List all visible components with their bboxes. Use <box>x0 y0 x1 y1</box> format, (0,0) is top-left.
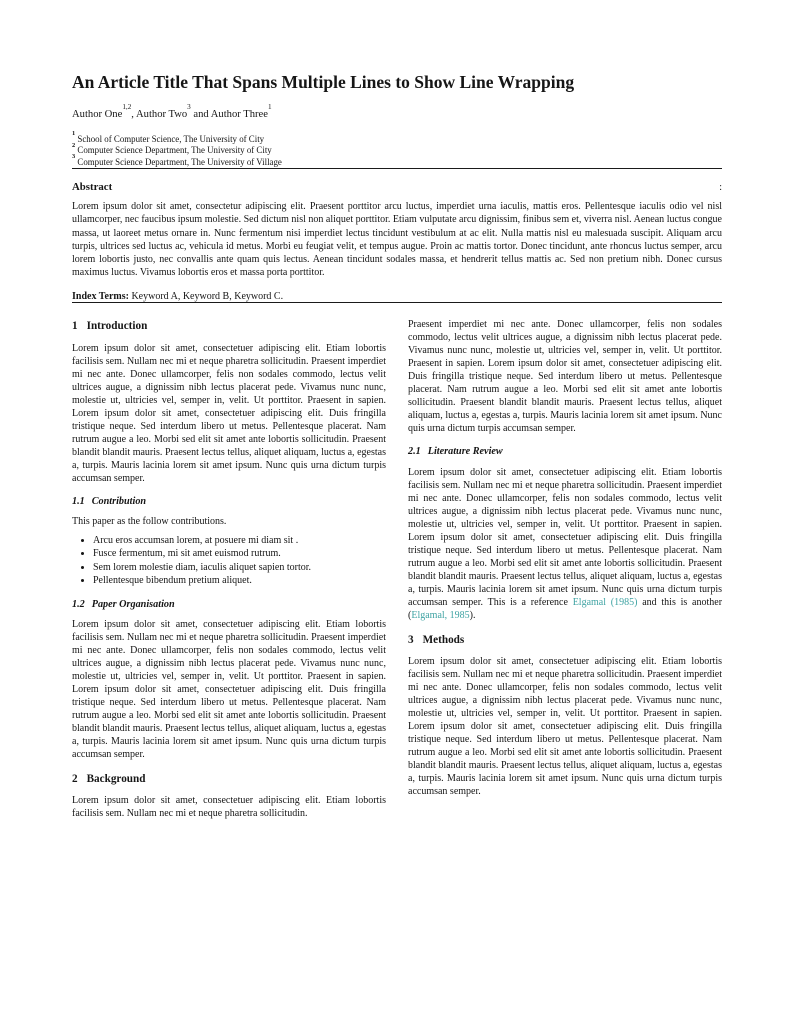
paper-title: An Article Title That Spans Multiple Lines to Show Line Wrapping <box>72 72 575 92</box>
contribution-item-4: • Pellentesque bibendum pretium aliquet. <box>93 574 386 587</box>
contribution-item-2: • Fusce fermentum, mi sit amet euismod rutrum. <box>93 547 386 560</box>
abstract-colon-mark: : <box>719 182 722 194</box>
index-terms-line <box>72 291 722 302</box>
paragraph-background-continued: Praesent imperdiet mi nec ante. Donec ullamcorper, felis non sodales commodo, lectus velit ultrices augue, a dignissim nibh lectus placerat pede. Vivamus nunc nunc, molestie ut, ultricies vel, semper in, velit. Ut porttitor. Praesent in sapien. Lorem ipsum dolor sit amet, consectetuer adipiscing elit. Duis fringilla tristique neque. Sed interdum libero ut metus. Pellentesque placerat. Nam rutrum augue a leo. Morbi sed elit sit amet ante lobortis sollicitudin. Praesent blandit blandit mauris. Praesent lectus tellus, aliquet aliquam, luctus a, egestas a, turpis. Mauris lacinia lorem sit amet ipsum. Nunc quis urna dictum turpis accumsan semper. <box>408 319 722 435</box>
index-terms-label: Index Terms: <box>72 291 129 303</box>
abstract-text: Lorem ipsum dolor sit amet, consectetur adipiscing elit. Praesent porttitor arcu luctus, imperdiet urna iaculis, mattis eros. Pellentesque iaculis odio vel nisl ullamcorper, nec faucibus ipsum molestie. Sed dictum nisl non aliquet porttitor. Etiam vulputate arcu dignissim, finibus sem et, viverra nisl. Aenean luctus congue massa, ut laoreet metus ornare in. Nunc fermentum nisi imperdiet lectus tincidunt vestibulum at ac elit. Nulla mattis nisl eu malesuada suscipit. Aliquam arcu turpis, ultrices sed luctus ac, vehicula id metus. Morbi eu feugiat velit, et tempus augue. Proin ac mattis tortor. Donec tincidunt, ante rhoncus luctus semper, arcu lorem lobortis justo, nec convallis ante quam quis lectus. Aenean tincidunt sodales massa, et hendrerit tellus mattis ac. Sed non pretium nibh. Donec cursus maximus luctus. Vivamus lobortis eros et massa porta porttitor. <box>72 201 722 279</box>
section-number: 3 <box>408 633 414 646</box>
subsection-title: Paper Organisation <box>91 598 175 610</box>
citation-post-text: ). <box>469 609 476 621</box>
header-divider <box>72 168 722 169</box>
subsection-number: 1.1 <box>72 495 85 507</box>
left-column <box>72 318 386 820</box>
abstract-heading: Abstract <box>72 181 113 194</box>
section-heading-methods <box>408 634 722 647</box>
author-3 <box>210 103 272 120</box>
affiliation-line-2 <box>72 141 722 156</box>
affiliation-2-text: Computer Science Department, The University of City <box>77 145 272 156</box>
author-1-affiliation-marker: 1,2 <box>122 103 132 112</box>
contribution-lead-text: This paper as the follow contributions. <box>72 515 227 527</box>
section-title: Background <box>86 772 146 785</box>
section-number: 2 <box>72 772 78 785</box>
right-column <box>408 318 722 820</box>
subsection-heading-literature-review <box>408 446 722 458</box>
abstract-heading-row <box>72 181 722 193</box>
affiliation-line-3 <box>72 153 722 168</box>
author-separator: , <box>131 108 137 120</box>
author-separator: and <box>190 108 211 120</box>
affiliation-1-marker: 1 <box>72 130 76 138</box>
section-heading-introduction <box>72 320 386 333</box>
section-heading-background <box>72 773 386 786</box>
author-2-name: Author Two <box>136 108 188 120</box>
citation-link-elgamal-1985-textual[interactable]: Elgamal (1985) <box>572 596 638 608</box>
affiliation-3-text: Computer Science Department, The University of Village <box>77 156 282 167</box>
index-terms-text: Keyword A, Keyword B, Keyword C. <box>131 291 284 303</box>
author-1-name: Author One <box>72 108 123 120</box>
author-2-affiliation-marker: 3 <box>187 103 191 112</box>
author-3-affiliation-marker: 1 <box>267 103 272 112</box>
author-1 <box>72 103 137 120</box>
paragraph-background-start: Lorem ipsum dolor sit amet, consectetuer adipiscing elit. Etiam lobortis facilisis sem. Nullam nec mi et neque pharetra sollicitudin. <box>72 795 386 820</box>
citation-pre-text: This is a reference <box>483 596 573 608</box>
affiliation-3-marker: 3 <box>72 153 76 161</box>
citation-link-elgamal-1985-parenthetical[interactable]: Elgamal, 1985 <box>411 609 470 621</box>
paragraph-literature-review <box>408 466 722 622</box>
affiliations <box>72 130 722 168</box>
section-number: 1 <box>72 320 78 333</box>
subsection-heading-paper-organisation <box>72 599 386 611</box>
affiliation-1-text: School of Computer Science, The University of City <box>77 133 265 144</box>
paragraph-methods: Lorem ipsum dolor sit amet, consectetuer adipiscing elit. Etiam lobortis facilisis sem. Nullam nec mi et neque pharetra sollicitudin. Praesent imperdiet mi nec ante. Donec ullamcorper, felis non sodales commodo, lectus velit ultrices augue, a dignissim nibh lectus placerat pede. Vivamus nunc nunc, molestie ut, ultricies vel, semper in, velit. Ut porttitor. Praesent in sapien. Lorem ipsum dolor sit amet, consectetuer adipiscing elit. Duis fringilla tristique neque. Sed interdum libero ut metus. Pellentesque placerat. Nam rutrum augue a leo. Morbi sed elit sit amet ante lobortis sollicitudin. Praesent blandit blandit mauris. Praesent lectus tellus, aliquet aliquam, luctus a, egestas a, turpis. Mauris lacinia lorem sit amet ipsum. Nunc quis urna dictum turpis accumsan semper. <box>408 655 722 797</box>
affiliation-line-1 <box>72 130 722 145</box>
affiliation-2-marker: 2 <box>72 141 76 149</box>
author-3-name: Author Three <box>210 108 268 120</box>
author-2 <box>136 103 211 120</box>
contribution-item-3: • Sem lorem molestie diam, iaculis aliquet sapien tortor. <box>93 561 386 574</box>
paragraph-introduction: Lorem ipsum dolor sit amet, consectetuer adipiscing elit. Etiam lobortis facilisis sem. Nullam nec mi et neque pharetra sollicitudin. Praesent imperdiet mi nec ante. Donec ullamcorper, felis non sodales commodo, lectus velit ultrices augue, a dignissim nibh lectus placerat pede. Vivamus nunc nunc, molestie ut, ultricies vel, semper in, velit. Ut porttitor. Praesent in sapien. Lorem ipsum dolor sit amet, consectetuer adipiscing elit. Duis fringilla tristique neque. Sed interdum libero ut metus. Pellentesque placerat. Nam rutrum augue a leo. Morbi sed elit sit amet ante lobortis sollicitudin. Praesent blandit blandit mauris. Praesent lectus tellus, aliquet aliquam, luctus a, egestas a, turpis. Mauris lacinia lorem sit amet ipsum. Nunc quis urna dictum turpis accumsan semper. <box>72 342 386 484</box>
subsection-title: Contribution <box>91 495 147 507</box>
subsection-number: 2.1 <box>408 446 421 458</box>
section-title: Methods <box>422 633 465 646</box>
literature-review-text: Lorem ipsum dolor sit amet, consectetuer adipiscing elit. Etiam lobortis facilisis sem. Nullam nec mi et neque pharetra sollicitudin. Praesent imperdiet mi nec ante. Donec ullamcorper, felis non sodales commodo, lectus velit ultrices augue, a dignissim nibh lectus placerat pede. Vivamus nunc nunc, molestie ut, ultricies vel, semper in, velit. Ut porttitor. Praesent in sapien. Lorem ipsum dolor sit amet, consectetuer adipiscing elit. Duis fringilla tristique neque. Sed interdum libero ut metus. Pellentesque placerat. Nam rutrum augue a leo. Morbi sed elit sit amet ante lobortis sollicitudin. Praesent blandit blandit mauris. Praesent lectus tellus, aliquet aliquam, luctus a, egestas a, turpis. Mauris lacinia lorem sit amet ipsum. Nunc quis urna dictum turpis accumsan semper. <box>408 466 722 608</box>
subsection-heading-contribution <box>72 496 386 508</box>
section-title: Introduction <box>86 320 148 333</box>
subsection-title: Literature Review <box>427 446 503 458</box>
abstract-divider <box>72 302 722 303</box>
two-column-body <box>72 318 722 820</box>
authors-line <box>72 103 722 120</box>
paragraph-paper-organisation: Lorem ipsum dolor sit amet, consectetuer adipiscing elit. Etiam lobortis facilisis sem. Nullam nec mi et neque pharetra sollicitudin. Praesent imperdiet mi nec ante. Donec ullamcorper, felis non sodales commodo, lectus velit ultrices augue, a dignissim nibh lectus placerat pede. Vivamus nunc nunc, molestie ut, ultricies vel, semper in, velit. Ut porttitor. Praesent in sapien. Lorem ipsum dolor sit amet, consectetuer adipiscing elit. Duis fringilla tristique neque. Sed interdum libero ut metus. Pellentesque placerat. Nam rutrum augue a leo. Morbi sed elit sit amet ante lobortis sollicitudin. Praesent blandit blandit mauris. Praesent lectus tellus, aliquet aliquam, luctus a, egestas a, turpis. Mauris lacinia lorem sit amet ipsum. Nunc quis urna dictum turpis accumsan semper. <box>72 618 386 760</box>
citation-mid-text: and this is another ( <box>408 596 723 621</box>
subsection-number: 1.2 <box>72 598 85 610</box>
contribution-item-1: • Arcu eros accumsan lorem, at posuere mi diam sit . <box>93 534 386 547</box>
contribution-list <box>72 534 386 588</box>
